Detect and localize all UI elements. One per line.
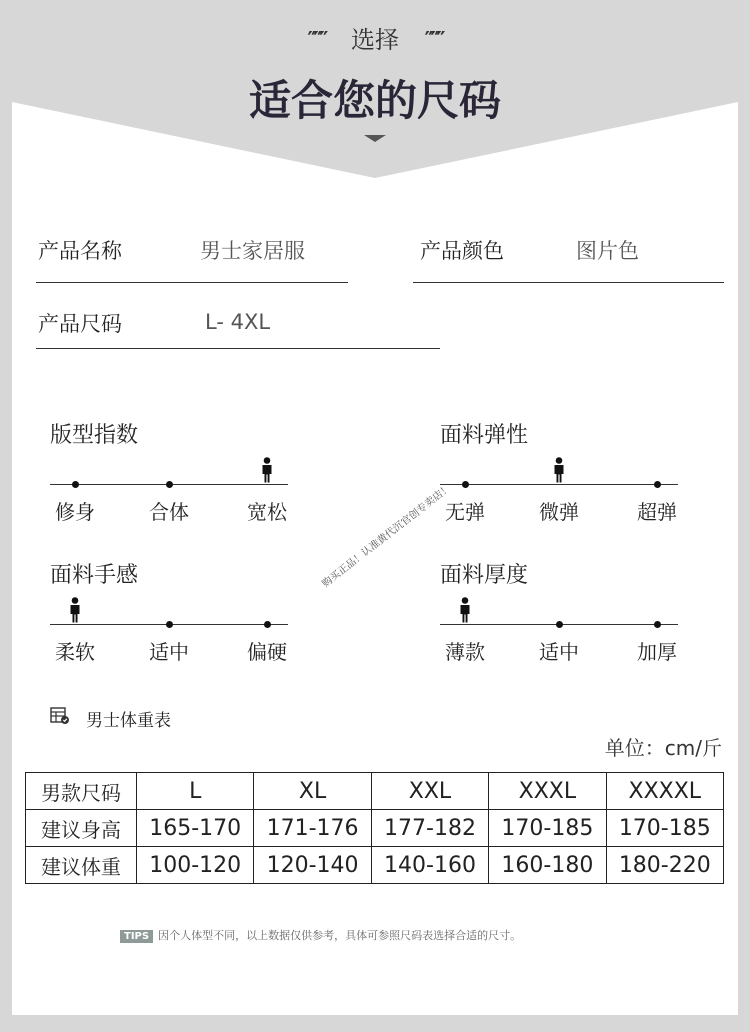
product-color-value: 图片色 [576, 239, 639, 263]
table-cell: 170-185 [606, 810, 723, 847]
table-header-cell: XXL [371, 773, 488, 810]
product-size-value: L- 4XL [205, 310, 271, 334]
table-header-row [26, 773, 724, 810]
index-title-feel: 面料手感 [50, 563, 139, 588]
product-name-value: 男士家居服 [200, 239, 305, 263]
scale-tick-label: 合体 [149, 500, 189, 524]
table-header-cell: XXXXL [606, 773, 723, 810]
table-cell: 170-185 [489, 810, 606, 847]
table-cell: 100-120 [137, 847, 254, 884]
scale-tick-label: 加厚 [637, 640, 677, 664]
table-cell: 160-180 [489, 847, 606, 884]
scale-dot [264, 621, 271, 628]
tips-text: 因个人体型不同，以上数据仅供参考，具体可参照尺码表选择合适的尺寸。 [158, 929, 522, 942]
scale-tick-label: 超弹 [637, 500, 677, 524]
page-title: 适合您的尺码 [248, 76, 501, 125]
scale-tick-label: 无弹 [445, 500, 485, 524]
table-cell: 140-160 [371, 847, 488, 884]
scale-tick-label: 宽松 [247, 500, 287, 524]
divider [36, 282, 348, 283]
scale-tick-label: 偏硬 [247, 640, 287, 664]
table-cell: 171-176 [254, 810, 371, 847]
ornament-right: ″″″ [424, 27, 443, 51]
scale-dot [462, 481, 469, 488]
person-marker-icon [260, 457, 274, 483]
scale-dot [72, 481, 79, 488]
scale-tick-label: 柔软 [55, 640, 95, 664]
person-marker-icon [458, 597, 472, 623]
chevron-down-icon [364, 135, 386, 142]
table-title: 男士体重表 [86, 711, 171, 731]
scale-tick-label: 微弹 [539, 500, 579, 524]
scale-dot [556, 621, 563, 628]
table-row [26, 810, 724, 847]
table-header-cell: XL [254, 773, 371, 810]
table-cell: 建议身高 [26, 810, 137, 847]
index-title-fit: 版型指数 [50, 423, 139, 448]
product-color-label: 产品颜色 [420, 239, 504, 263]
scale-tick-label: 修身 [55, 500, 95, 524]
table-cell: 180-220 [606, 847, 723, 884]
header-subtitle-row [0, 20, 750, 55]
divider [36, 348, 440, 349]
scale-tick-label: 适中 [539, 640, 579, 664]
scale-dot [166, 621, 173, 628]
person-marker-icon [68, 597, 82, 623]
watermark: 购买正品！认准黄代沉官创专卖店！ [320, 482, 454, 590]
tips-row [120, 924, 521, 943]
size-table [25, 772, 724, 884]
header-subtitle: 选择 [351, 26, 399, 54]
table-header-cell: 男款尺码 [26, 773, 137, 810]
index-title-thickness: 面料厚度 [440, 563, 529, 588]
index-scale-line [440, 484, 678, 485]
index-title-elasticity: 面料弹性 [440, 423, 529, 448]
unit-label: 单位：cm/斤 [604, 736, 722, 760]
table-cell: 120-140 [254, 847, 371, 884]
product-name-label: 产品名称 [38, 239, 122, 263]
scale-tick-label: 适中 [149, 640, 189, 664]
table-cell: 建议体重 [26, 847, 137, 884]
ornament-left: ″″″ [307, 27, 326, 51]
scale-tick-label: 薄款 [445, 640, 485, 664]
table-header-cell: XXXL [489, 773, 606, 810]
table-cell: 177-182 [371, 810, 488, 847]
scale-dot [166, 481, 173, 488]
table-cell: 165-170 [137, 810, 254, 847]
product-size-label: 产品尺码 [38, 312, 122, 336]
person-marker-icon [552, 457, 566, 483]
scale-dot [654, 621, 661, 628]
table-icon [50, 707, 70, 725]
table-row [26, 847, 724, 884]
tips-badge: TIPS [120, 930, 153, 943]
divider [413, 282, 724, 283]
scale-dot [654, 481, 661, 488]
table-header-cell: L [137, 773, 254, 810]
